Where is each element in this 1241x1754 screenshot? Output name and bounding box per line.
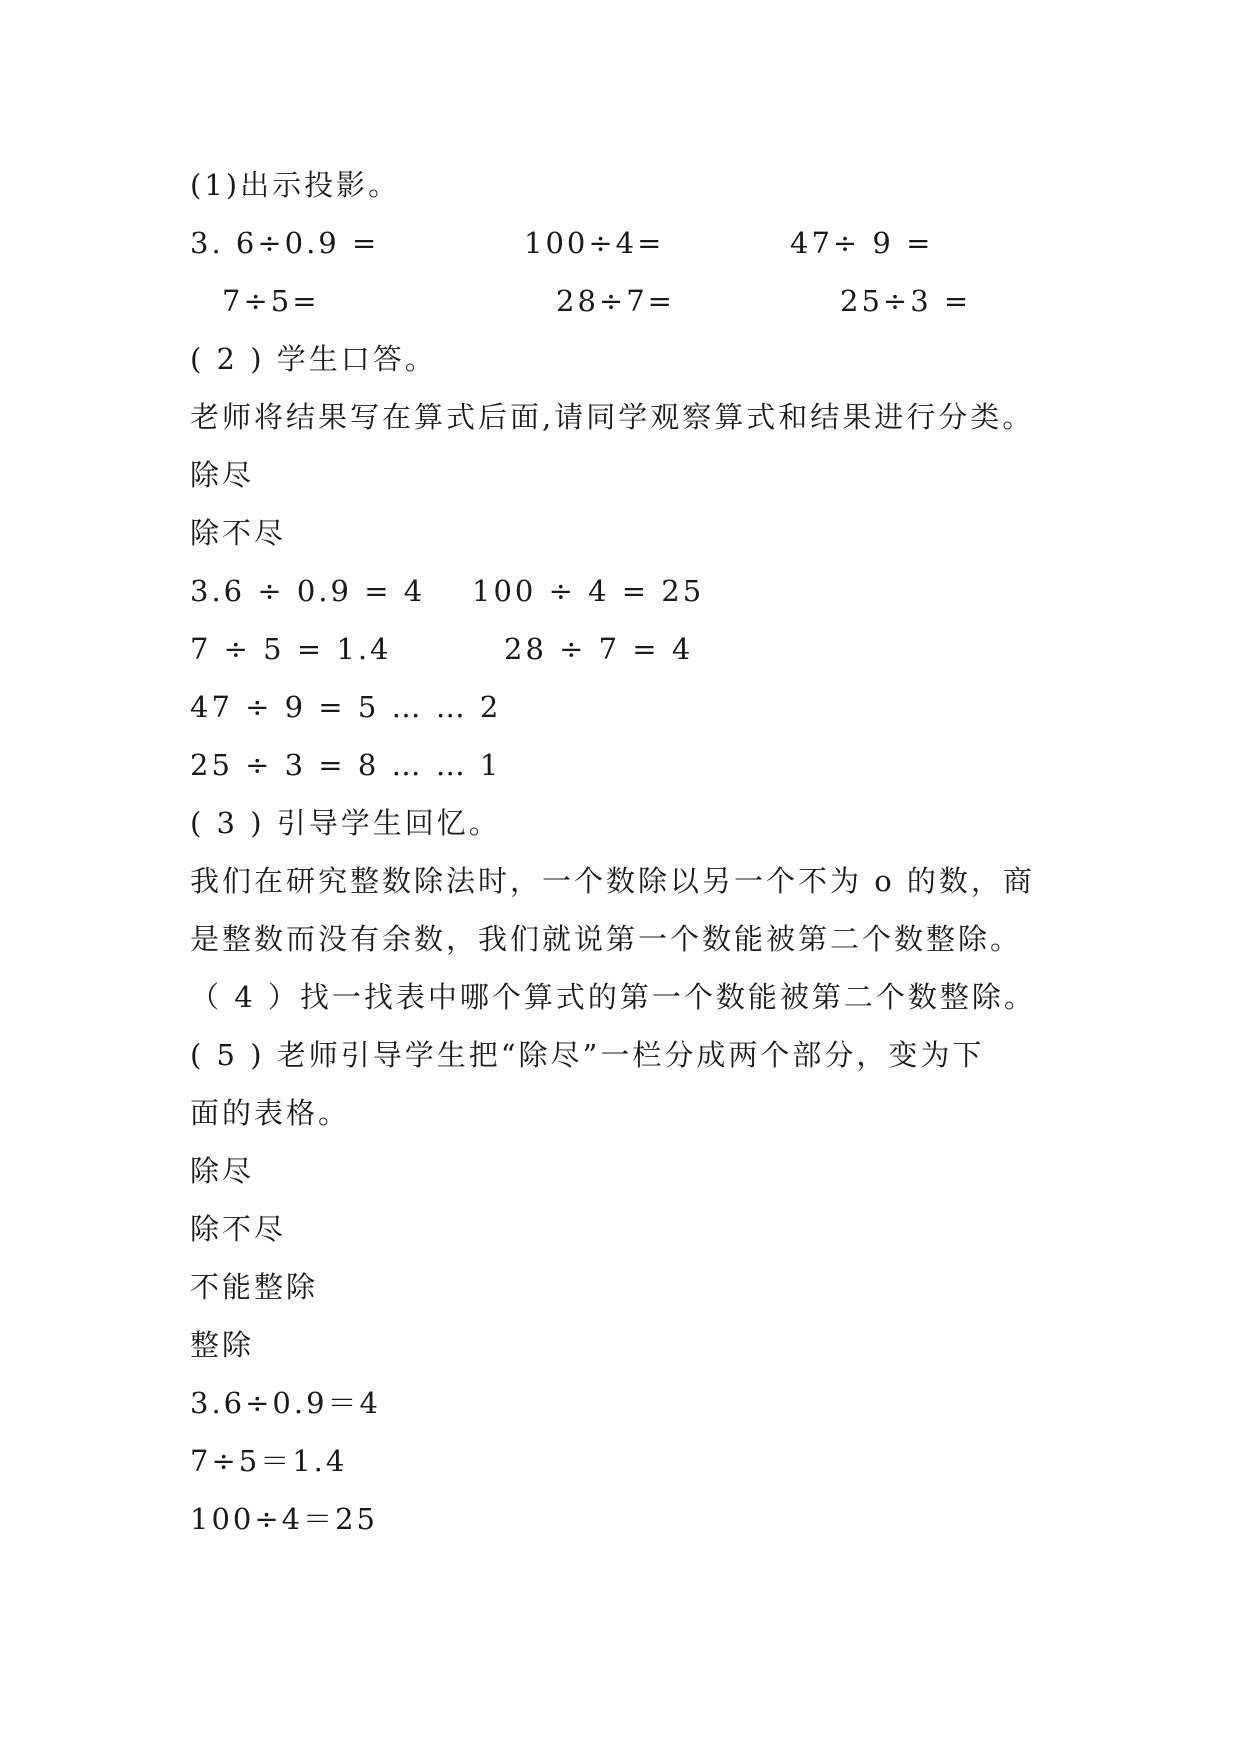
result-equation: 25 ÷ 3 = 8 … … 1 bbox=[190, 748, 502, 782]
result-equation: 100 ÷ 4 = 25 bbox=[472, 574, 705, 608]
exercise-2: 100÷4= bbox=[524, 226, 665, 260]
category-label: 除尽 bbox=[190, 458, 255, 492]
category-label: 除不尽 bbox=[190, 516, 287, 550]
category-label: 不能整除 bbox=[190, 1270, 319, 1304]
result-equation: 28 ÷ 7 = 4 bbox=[504, 632, 694, 666]
result-equation: 100÷4＝25 bbox=[190, 1502, 379, 1536]
step-2-heading: ( 2 ) 学生口答。 bbox=[190, 342, 437, 376]
category-label: 除不尽 bbox=[190, 1212, 287, 1246]
result-equation: 3.6÷0.9＝4 bbox=[190, 1386, 381, 1420]
exercise-5: 28÷7= bbox=[556, 284, 675, 318]
exercise-3: 47÷ 9 = bbox=[790, 226, 934, 260]
paragraph: 是整数而没有余数，我们就说第一个数能被第二个数整除。 bbox=[190, 922, 1023, 956]
result-equation: 3.6 ÷ 0.9 = 4 bbox=[190, 574, 426, 608]
paragraph: 我们在研究整数除法时，一个数除以另一个不为 o 的数，商 bbox=[190, 864, 1035, 898]
paragraph: 老师将结果写在算式后面,请同学观察算式和结果进行分类。 bbox=[190, 400, 1035, 434]
result-equation: 47 ÷ 9 = 5 … … 2 bbox=[190, 690, 502, 724]
category-label: 除尽 bbox=[190, 1154, 255, 1188]
category-label: 整除 bbox=[190, 1328, 255, 1362]
step-3-heading: ( 3 ) 引导学生回忆。 bbox=[190, 806, 501, 840]
result-equation: 7÷5＝1.4 bbox=[190, 1444, 348, 1478]
exercise-1: 3. 6÷0.9 = bbox=[190, 226, 380, 260]
step-5-heading: ( 5 ) 老师引导学生把“除尽”一栏分成两个部分，变为下 bbox=[190, 1038, 985, 1072]
exercise-4: 7÷5= bbox=[222, 284, 320, 318]
exercise-6: 25÷3 = bbox=[840, 284, 972, 318]
result-equation: 7 ÷ 5 = 1.4 bbox=[190, 632, 392, 666]
step-4-heading: （ 4 ）找一找表中哪个算式的第一个数能被第二个数整除。 bbox=[190, 980, 1036, 1014]
paragraph: 面的表格。 bbox=[190, 1096, 351, 1130]
step-1-heading: (1)出示投影。 bbox=[190, 168, 401, 202]
